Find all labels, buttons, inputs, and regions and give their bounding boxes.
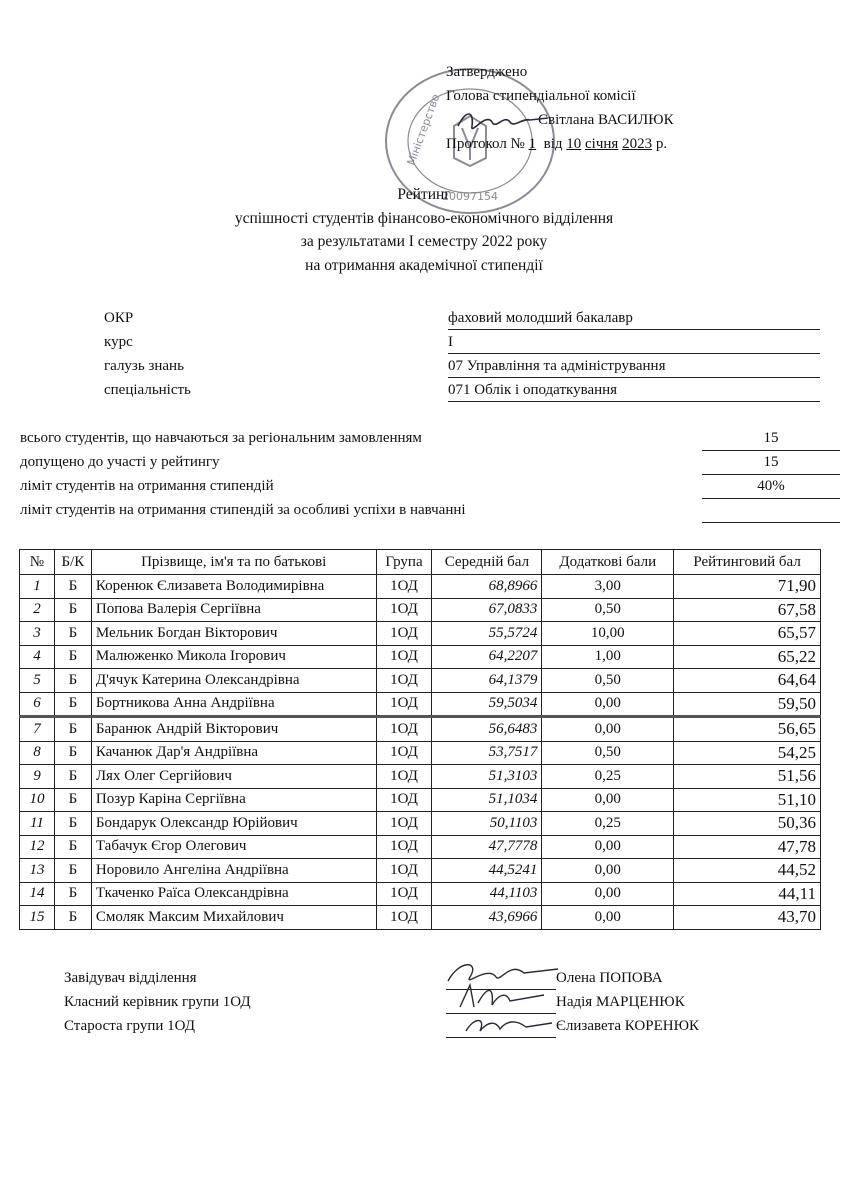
row-group: 1ОД: [376, 622, 432, 646]
header-group: Група: [376, 550, 432, 575]
row-average-score: 47,7778: [432, 835, 542, 859]
signer-name: Єлизавета КОРЕНЮК: [556, 1018, 700, 1034]
meta-row: [104, 379, 820, 403]
row-budget-contract: Б: [54, 835, 91, 859]
count-row: [20, 452, 820, 476]
row-number: 9: [20, 765, 55, 789]
signature-role: Завідувач відділення: [64, 970, 197, 986]
document-title: [0, 183, 848, 277]
row-student-name: Малюженко Микола Ігорович: [91, 645, 376, 669]
protocol-day: 10: [566, 136, 582, 152]
count-row: [20, 428, 820, 452]
rating-table-body: [20, 575, 821, 930]
row-extra-points: 0,00: [542, 717, 674, 742]
count-value: 15: [702, 430, 840, 451]
row-rating-score: 54,25: [674, 741, 821, 765]
row-average-score: 53,7517: [432, 741, 542, 765]
table-row: [20, 575, 821, 599]
signature-roles: [64, 966, 251, 1038]
row-average-score: 51,1034: [432, 788, 542, 812]
row-group: 1ОД: [376, 669, 432, 693]
row-rating-score: 56,65: [674, 717, 821, 742]
row-extra-points: 0,00: [542, 835, 674, 859]
row-number: 5: [20, 669, 55, 693]
signature-role: Класний керівник групи 1ОД: [64, 994, 251, 1010]
table-row: [20, 859, 821, 883]
row-budget-contract: Б: [54, 692, 91, 717]
table-row: [20, 741, 821, 765]
table-row: [20, 812, 821, 836]
row-rating-score: 51,10: [674, 788, 821, 812]
row-number: 15: [20, 906, 55, 930]
row-group: 1ОД: [376, 645, 432, 669]
row-student-name: Ткаченко Раїса Олександрівна: [91, 882, 376, 906]
row-student-name: Бортникова Анна Андріївна: [91, 692, 376, 717]
protocol-year: 2023: [622, 136, 653, 152]
row-number: 11: [20, 812, 55, 836]
row-budget-contract: Б: [54, 765, 91, 789]
row-number: 1: [20, 575, 55, 599]
protocol-from: від: [543, 136, 563, 152]
row-student-name: Лях Олег Сергійович: [91, 765, 376, 789]
meta-value: 07 Управління та адміністрування: [448, 358, 820, 378]
row-student-name: Позур Каріна Сергіївна: [91, 788, 376, 812]
meta-label: спеціальність: [104, 382, 191, 398]
row-student-name: Коренюк Єлизавета Володимирівна: [91, 575, 376, 599]
row-budget-contract: Б: [54, 669, 91, 693]
row-average-score: 68,8966: [432, 575, 542, 599]
row-extra-points: 1,00: [542, 645, 674, 669]
row-rating-score: 64,64: [674, 669, 821, 693]
row-extra-points: 0,00: [542, 859, 674, 883]
row-extra-points: 0,25: [542, 765, 674, 789]
meta-value: 071 Облік і оподаткування: [448, 382, 820, 402]
row-average-score: 59,5034: [432, 692, 542, 717]
table-row: [20, 692, 821, 717]
table-row: [20, 669, 821, 693]
row-student-name: Качанюк Дар'я Андріївна: [91, 741, 376, 765]
count-row: [20, 476, 820, 500]
row-number: 14: [20, 882, 55, 906]
row-student-name: Баранюк Андрій Вікторович: [91, 717, 376, 742]
table-row: [20, 788, 821, 812]
svg-text:Міністерство: Міністерство: [404, 92, 443, 168]
row-budget-contract: Б: [54, 741, 91, 765]
count-label: ліміт студентів на отримання стипендій за особливі успіхи в навчанні: [20, 502, 466, 518]
row-number: 7: [20, 717, 55, 742]
row-number: 12: [20, 835, 55, 859]
row-group: 1ОД: [376, 765, 432, 789]
handwritten-signatures: [440, 955, 560, 1045]
row-rating-score: 59,50: [674, 692, 821, 717]
chair-name: Світлана ВАСИЛЮК: [538, 112, 674, 128]
signer-name: Олена ПОПОВА: [556, 970, 663, 986]
row-budget-contract: Б: [54, 717, 91, 742]
meta-value: І: [448, 334, 820, 354]
row-budget-contract: Б: [54, 812, 91, 836]
row-extra-points: 0,50: [542, 598, 674, 622]
row-average-score: 56,6483: [432, 717, 542, 742]
row-average-score: 44,1103: [432, 882, 542, 906]
row-extra-points: 0,00: [542, 882, 674, 906]
row-rating-score: 43,70: [674, 906, 821, 930]
table-row: [20, 765, 821, 789]
row-budget-contract: Б: [54, 622, 91, 646]
protocol-number: 1: [528, 136, 537, 152]
row-group: 1ОД: [376, 575, 432, 599]
table-row: [20, 645, 821, 669]
row-extra-points: 10,00: [542, 622, 674, 646]
header-average-score: Середній бал: [432, 550, 542, 575]
row-group: 1ОД: [376, 598, 432, 622]
chair-signature: [452, 104, 552, 140]
chair-title: Голова стипендіальної комісії: [446, 88, 636, 104]
row-budget-contract: Б: [54, 859, 91, 883]
row-average-score: 55,5724: [432, 622, 542, 646]
table-row: [20, 882, 821, 906]
row-group: 1ОД: [376, 788, 432, 812]
row-budget-contract: Б: [54, 598, 91, 622]
meta-label: ОКР: [104, 310, 134, 326]
row-rating-score: 71,90: [674, 575, 821, 599]
row-average-score: 64,1379: [432, 669, 542, 693]
meta-row: [104, 307, 820, 331]
row-extra-points: 3,00: [542, 575, 674, 599]
row-number: 4: [20, 645, 55, 669]
row-average-score: 64,2207: [432, 645, 542, 669]
row-average-score: 44,5241: [432, 859, 542, 883]
row-extra-points: 0,25: [542, 812, 674, 836]
row-number: 8: [20, 741, 55, 765]
row-average-score: 43,6966: [432, 906, 542, 930]
row-extra-points: 0,50: [542, 741, 674, 765]
row-number: 13: [20, 859, 55, 883]
row-student-name: Д'ячук Катерина Олександрівна: [91, 669, 376, 693]
title-line-3: за результатами І семестру 2022 року: [300, 233, 548, 250]
count-value: 15: [702, 454, 840, 475]
row-budget-contract: Б: [54, 575, 91, 599]
count-value: [702, 502, 840, 523]
count-label: допущено до участі у рейтингу: [20, 454, 220, 470]
table-row: [20, 835, 821, 859]
row-rating-score: 65,57: [674, 622, 821, 646]
signature-role: Староста групи 1ОД: [64, 1018, 195, 1034]
row-number: 2: [20, 598, 55, 622]
row-student-name: Табачук Єгор Олегович: [91, 835, 376, 859]
count-label: ліміт студентів на отримання стипендій: [20, 478, 274, 494]
row-rating-score: 44,11: [674, 882, 821, 906]
approved-label: Затверджено: [446, 64, 528, 80]
count-value: 40%: [702, 478, 840, 499]
row-group: 1ОД: [376, 859, 432, 883]
table-row: [20, 906, 821, 930]
header-extra-points: Додаткові бали: [542, 550, 674, 575]
row-student-name: Мельник Богдан Вікторович: [91, 622, 376, 646]
table-header-row: [20, 550, 821, 575]
table-row: [20, 622, 821, 646]
row-student-name: Попова Валерія Сергіївна: [91, 598, 376, 622]
row-group: 1ОД: [376, 812, 432, 836]
row-budget-contract: Б: [54, 882, 91, 906]
row-rating-score: 51,56: [674, 765, 821, 789]
meta-value: фаховий молодший бакалавр: [448, 310, 820, 330]
protocol-prefix: Протокол №: [446, 136, 525, 152]
row-average-score: 51,3103: [432, 765, 542, 789]
rating-table: [19, 549, 821, 930]
row-extra-points: 0,50: [542, 669, 674, 693]
row-extra-points: 0,00: [542, 906, 674, 930]
student-counts: [20, 428, 820, 524]
row-extra-points: 0,00: [542, 788, 674, 812]
header-number: №: [20, 550, 55, 575]
row-rating-score: 67,58: [674, 598, 821, 622]
row-rating-score: 65,22: [674, 645, 821, 669]
header-rating-score: Рейтинговий бал: [674, 550, 821, 575]
row-group: 1ОД: [376, 906, 432, 930]
row-student-name: Бондарук Олександр Юрійович: [91, 812, 376, 836]
row-rating-score: 47,78: [674, 835, 821, 859]
title-line-4: на отримання академічної стипендії: [305, 256, 543, 274]
meta-label: галузь знань: [104, 358, 184, 374]
svg-text:20097154: 20097154: [442, 190, 498, 203]
row-average-score: 50,1103: [432, 812, 542, 836]
signer-name: Надія МАРЦЕНЮК: [556, 994, 685, 1010]
meta-row: [104, 355, 820, 379]
row-rating-score: 50,36: [674, 812, 821, 836]
meta-row: [104, 331, 820, 355]
row-budget-contract: Б: [54, 788, 91, 812]
row-number: 6: [20, 692, 55, 717]
header-full-name: Прізвище, ім'я та по батькові: [91, 550, 376, 575]
table-row: [20, 717, 821, 742]
row-average-score: 67,0833: [432, 598, 542, 622]
row-group: 1ОД: [376, 835, 432, 859]
row-rating-score: 44,52: [674, 859, 821, 883]
row-group: 1ОД: [376, 741, 432, 765]
row-extra-points: 0,00: [542, 692, 674, 717]
protocol-suffix: р.: [655, 136, 668, 152]
row-budget-contract: Б: [54, 906, 91, 930]
row-group: 1ОД: [376, 692, 432, 717]
title-line-1: Рейтинг: [397, 186, 451, 203]
protocol-month: січня: [585, 136, 619, 152]
row-group: 1ОД: [376, 882, 432, 906]
row-number: 3: [20, 622, 55, 646]
table-row: [20, 598, 821, 622]
row-student-name: Норовило Ангеліна Андріївна: [91, 859, 376, 883]
row-number: 10: [20, 788, 55, 812]
row-budget-contract: Б: [54, 645, 91, 669]
row-student-name: Смоляк Максим Михайлович: [91, 906, 376, 930]
header-budget-contract: Б/К: [54, 550, 91, 575]
title-line-2: успішності студентів фінансово-економічного відділення: [234, 209, 614, 227]
program-info: [104, 307, 820, 403]
meta-label: курс: [104, 334, 133, 350]
count-label: всього студентів, що навчаються за регіональним замовленням: [20, 430, 422, 446]
row-group: 1ОД: [376, 717, 432, 742]
count-row: [20, 500, 820, 524]
